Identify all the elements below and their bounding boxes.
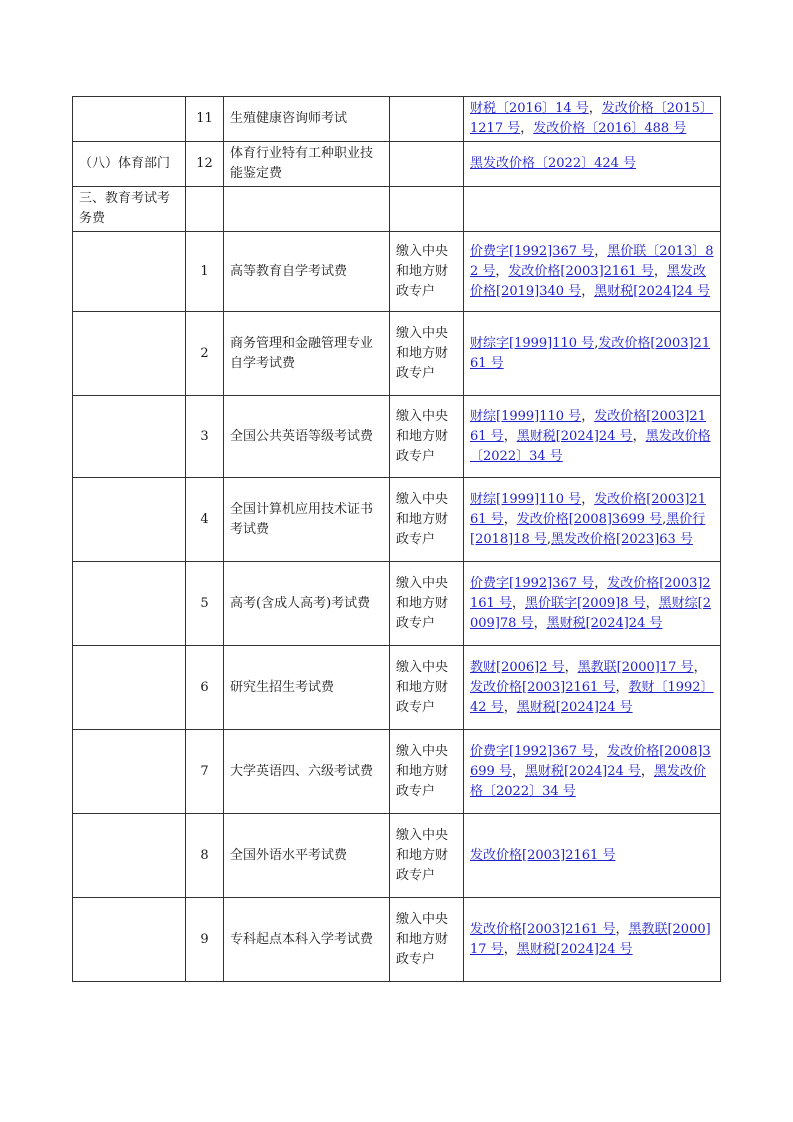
policy-document-link[interactable]: 发改价格[2003]2161 号 xyxy=(470,575,711,611)
policy-basis-cell xyxy=(464,97,721,142)
separator: ， xyxy=(503,941,517,957)
separator: ， xyxy=(503,511,517,527)
dept-cell xyxy=(73,396,186,478)
policy-document-link[interactable]: 黑财税[2024]24 号 xyxy=(546,615,663,631)
policy-document-link[interactable]: 黑财综[2009]78 号 xyxy=(470,595,711,631)
fund-management-cell: 缴入中央和地方财政专户 xyxy=(390,232,464,312)
fee-table-body xyxy=(73,97,721,982)
table-row xyxy=(73,814,721,898)
item-name-cell: 体育行业特有工种职业技能鉴定费 xyxy=(224,142,390,187)
separator: , xyxy=(662,511,667,527)
separator: , xyxy=(546,531,552,547)
policy-document-link[interactable]: 黑财税[2024]24 号 xyxy=(516,428,633,444)
policy-document-link[interactable]: 财综[1999]110 号 xyxy=(470,491,582,507)
number-cell: 3 xyxy=(186,396,224,478)
policy-basis-cell xyxy=(464,232,721,312)
item-name-cell: 高考(含成人高考)考试费 xyxy=(224,562,390,646)
separator: ， xyxy=(511,595,525,611)
separator: ， xyxy=(581,283,595,299)
table-row xyxy=(73,646,721,730)
item-name-cell: 高等教育自学考试费 xyxy=(224,232,390,312)
number-cell: 12 xyxy=(186,142,224,187)
dept-cell xyxy=(73,312,186,396)
policy-document-link[interactable]: 发改价格[2003]2161 号 xyxy=(470,679,616,695)
table-row xyxy=(73,396,721,478)
fund-management-cell: 缴入中央和地方财政专户 xyxy=(390,646,464,730)
policy-document-link[interactable]: 发改价格[2003]2161 号 xyxy=(470,921,616,937)
separator: ， xyxy=(564,659,578,675)
separator: ， xyxy=(520,121,534,136)
separator: ， xyxy=(533,615,547,631)
fund-management-cell: 缴入中央和地方财政专户 xyxy=(390,396,464,478)
policy-basis-cell xyxy=(464,898,721,982)
policy-document-link[interactable]: 黑发改价格〔2022〕34 号 xyxy=(470,763,706,799)
number-cell xyxy=(186,187,224,232)
policy-basis-cell xyxy=(464,562,721,646)
number-cell: 4 xyxy=(186,478,224,562)
policy-document-link[interactable]: 黑教联[2000]17 号 xyxy=(470,921,711,957)
separator: ， xyxy=(615,921,629,937)
policy-document-link[interactable]: 黑教联[2000]17 号 xyxy=(577,659,694,675)
policy-document-link[interactable]: 黑发改价格〔2022〕34 号 xyxy=(470,428,711,464)
policy-document-link[interactable]: 黑价联〔2013〕82 号 xyxy=(470,243,714,279)
policy-document-link[interactable]: 价费字[1992]367 号 xyxy=(470,575,595,591)
item-name-cell xyxy=(224,187,390,232)
policy-document-link[interactable]: 财综字[1999]110 号 xyxy=(470,335,595,351)
policy-document-link[interactable]: 财税〔2016〕14 号 xyxy=(470,101,589,116)
policy-document-link[interactable]: 发改价格[2003]2161 号 xyxy=(508,263,654,279)
policy-basis-cell xyxy=(464,646,721,730)
policy-document-link[interactable]: 黑发改价格[2019]340 号 xyxy=(470,263,706,299)
policy-document-link[interactable]: 财综[1999]110 号 xyxy=(470,408,582,424)
number-cell: 6 xyxy=(186,646,224,730)
item-name-cell: 生殖健康咨询师考试 xyxy=(224,97,390,142)
policy-document-link[interactable]: 发改价格[2003]2161 号 xyxy=(470,335,711,371)
table-row xyxy=(73,142,721,187)
policy-document-link[interactable]: 发改价格[2008]3699 号 xyxy=(516,511,663,527)
item-name-cell: 研究生招生考试费 xyxy=(224,646,390,730)
policy-document-link[interactable]: 价费字[1992]367 号 xyxy=(470,743,595,759)
separator: ， xyxy=(645,595,659,611)
item-name-cell: 商务管理和金融管理专业自学考试费 xyxy=(224,312,390,396)
dept-cell xyxy=(73,97,186,142)
table-row xyxy=(73,898,721,982)
separator: ， xyxy=(581,491,595,507)
dept-cell xyxy=(73,646,186,730)
policy-document-link[interactable]: 教财[2006]2 号 xyxy=(470,659,565,675)
policy-basis-cell xyxy=(464,312,721,396)
fund-management-cell xyxy=(390,97,464,142)
item-name-cell: 全国外语水平考试费 xyxy=(224,814,390,898)
dept-cell xyxy=(73,562,186,646)
separator: ， xyxy=(594,743,608,759)
policy-document-link[interactable]: 黑价行[2018]18 号 xyxy=(470,511,706,547)
table-row xyxy=(73,730,721,814)
separator: ， xyxy=(594,243,608,259)
policy-document-link[interactable]: 黑发改价格[2023]63 号 xyxy=(551,531,693,547)
table-row xyxy=(73,97,721,142)
policy-document-link[interactable]: 发改价格[2008]3699 号 xyxy=(470,743,711,779)
policy-document-link[interactable]: 价费字[1992]367 号 xyxy=(470,243,595,259)
policy-document-link[interactable]: 发改价格〔2016〕488 号 xyxy=(533,121,687,136)
separator: ， xyxy=(588,101,602,116)
separator: ， xyxy=(653,263,667,279)
table-row xyxy=(73,478,721,562)
separator: ， xyxy=(615,679,629,695)
dept-cell: 三、教育考试考务费 xyxy=(73,187,186,232)
dept-cell xyxy=(73,814,186,898)
policy-basis-cell xyxy=(464,814,721,898)
number-cell: 1 xyxy=(186,232,224,312)
fund-management-cell: 缴入中央和地方财政专户 xyxy=(390,562,464,646)
policy-basis-cell xyxy=(464,187,721,232)
policy-basis-cell xyxy=(464,478,721,562)
number-cell: 7 xyxy=(186,730,224,814)
number-cell: 8 xyxy=(186,814,224,898)
fund-management-cell: 缴入中央和地方财政专户 xyxy=(390,478,464,562)
separator: ， xyxy=(581,408,595,424)
dept-cell xyxy=(73,898,186,982)
number-cell: 11 xyxy=(186,97,224,142)
dept-cell: （八）体育部门 xyxy=(73,142,186,187)
separator: ， xyxy=(495,263,509,279)
fund-management-cell xyxy=(390,142,464,187)
policy-basis-cell xyxy=(464,142,721,187)
separator: ， xyxy=(511,763,525,779)
fund-management-cell: 缴入中央和地方财政专户 xyxy=(390,312,464,396)
fund-management-cell: 缴入中央和地方财政专户 xyxy=(390,730,464,814)
number-cell: 5 xyxy=(186,562,224,646)
item-name-cell: 全国计算机应用技术证书考试费 xyxy=(224,478,390,562)
policy-basis-cell xyxy=(464,730,721,814)
dept-cell xyxy=(73,232,186,312)
policy-document-link[interactable]: 黑财税[2024]24 号 xyxy=(524,763,641,779)
fund-management-cell: 缴入中央和地方财政专户 xyxy=(390,814,464,898)
number-cell: 2 xyxy=(186,312,224,396)
fund-management-cell: 缴入中央和地方财政专户 xyxy=(390,898,464,982)
item-name-cell: 专科起点本科入学考试费 xyxy=(224,898,390,982)
policy-document-link[interactable]: 发改价格[2003]2161 号 xyxy=(470,408,706,444)
policy-document-link[interactable]: 发改价格[2003]2161 号 xyxy=(470,847,616,863)
separator: ， xyxy=(503,699,517,715)
policy-basis-cell xyxy=(464,396,721,478)
policy-document-link[interactable]: 黑财税[2024]24 号 xyxy=(516,941,633,957)
dept-cell xyxy=(73,478,186,562)
policy-document-link[interactable]: 发改价格[2003]2161 号 xyxy=(470,491,706,527)
fee-table xyxy=(72,96,721,982)
separator: ， xyxy=(594,575,608,591)
separator: ， xyxy=(503,428,517,444)
item-name-cell: 全国公共英语等级考试费 xyxy=(224,396,390,478)
item-name-cell: 大学英语四、六级考试费 xyxy=(224,730,390,814)
policy-document-link[interactable]: 教财〔1992〕42 号 xyxy=(470,679,714,715)
policy-document-link[interactable]: 黑财税[2024]24 号 xyxy=(516,699,633,715)
table-row xyxy=(73,562,721,646)
table-row xyxy=(73,232,721,312)
fund-management-cell xyxy=(390,187,464,232)
policy-document-link[interactable]: 黑发改价格〔2022〕424 号 xyxy=(470,156,637,171)
policy-document-link[interactable]: 黑价联字[2009]8 号 xyxy=(524,595,646,611)
table-row xyxy=(73,187,721,232)
separator: ， xyxy=(693,659,707,675)
table-row xyxy=(73,312,721,396)
separator: ， xyxy=(640,763,654,779)
policy-document-link[interactable]: 发改价格〔2015〕1217 号 xyxy=(470,101,713,136)
number-cell: 9 xyxy=(186,898,224,982)
policy-document-link[interactable]: 黑财税[2024]24 号 xyxy=(594,283,711,299)
separator: ， xyxy=(632,428,646,444)
separator: , xyxy=(594,335,599,351)
dept-cell xyxy=(73,730,186,814)
